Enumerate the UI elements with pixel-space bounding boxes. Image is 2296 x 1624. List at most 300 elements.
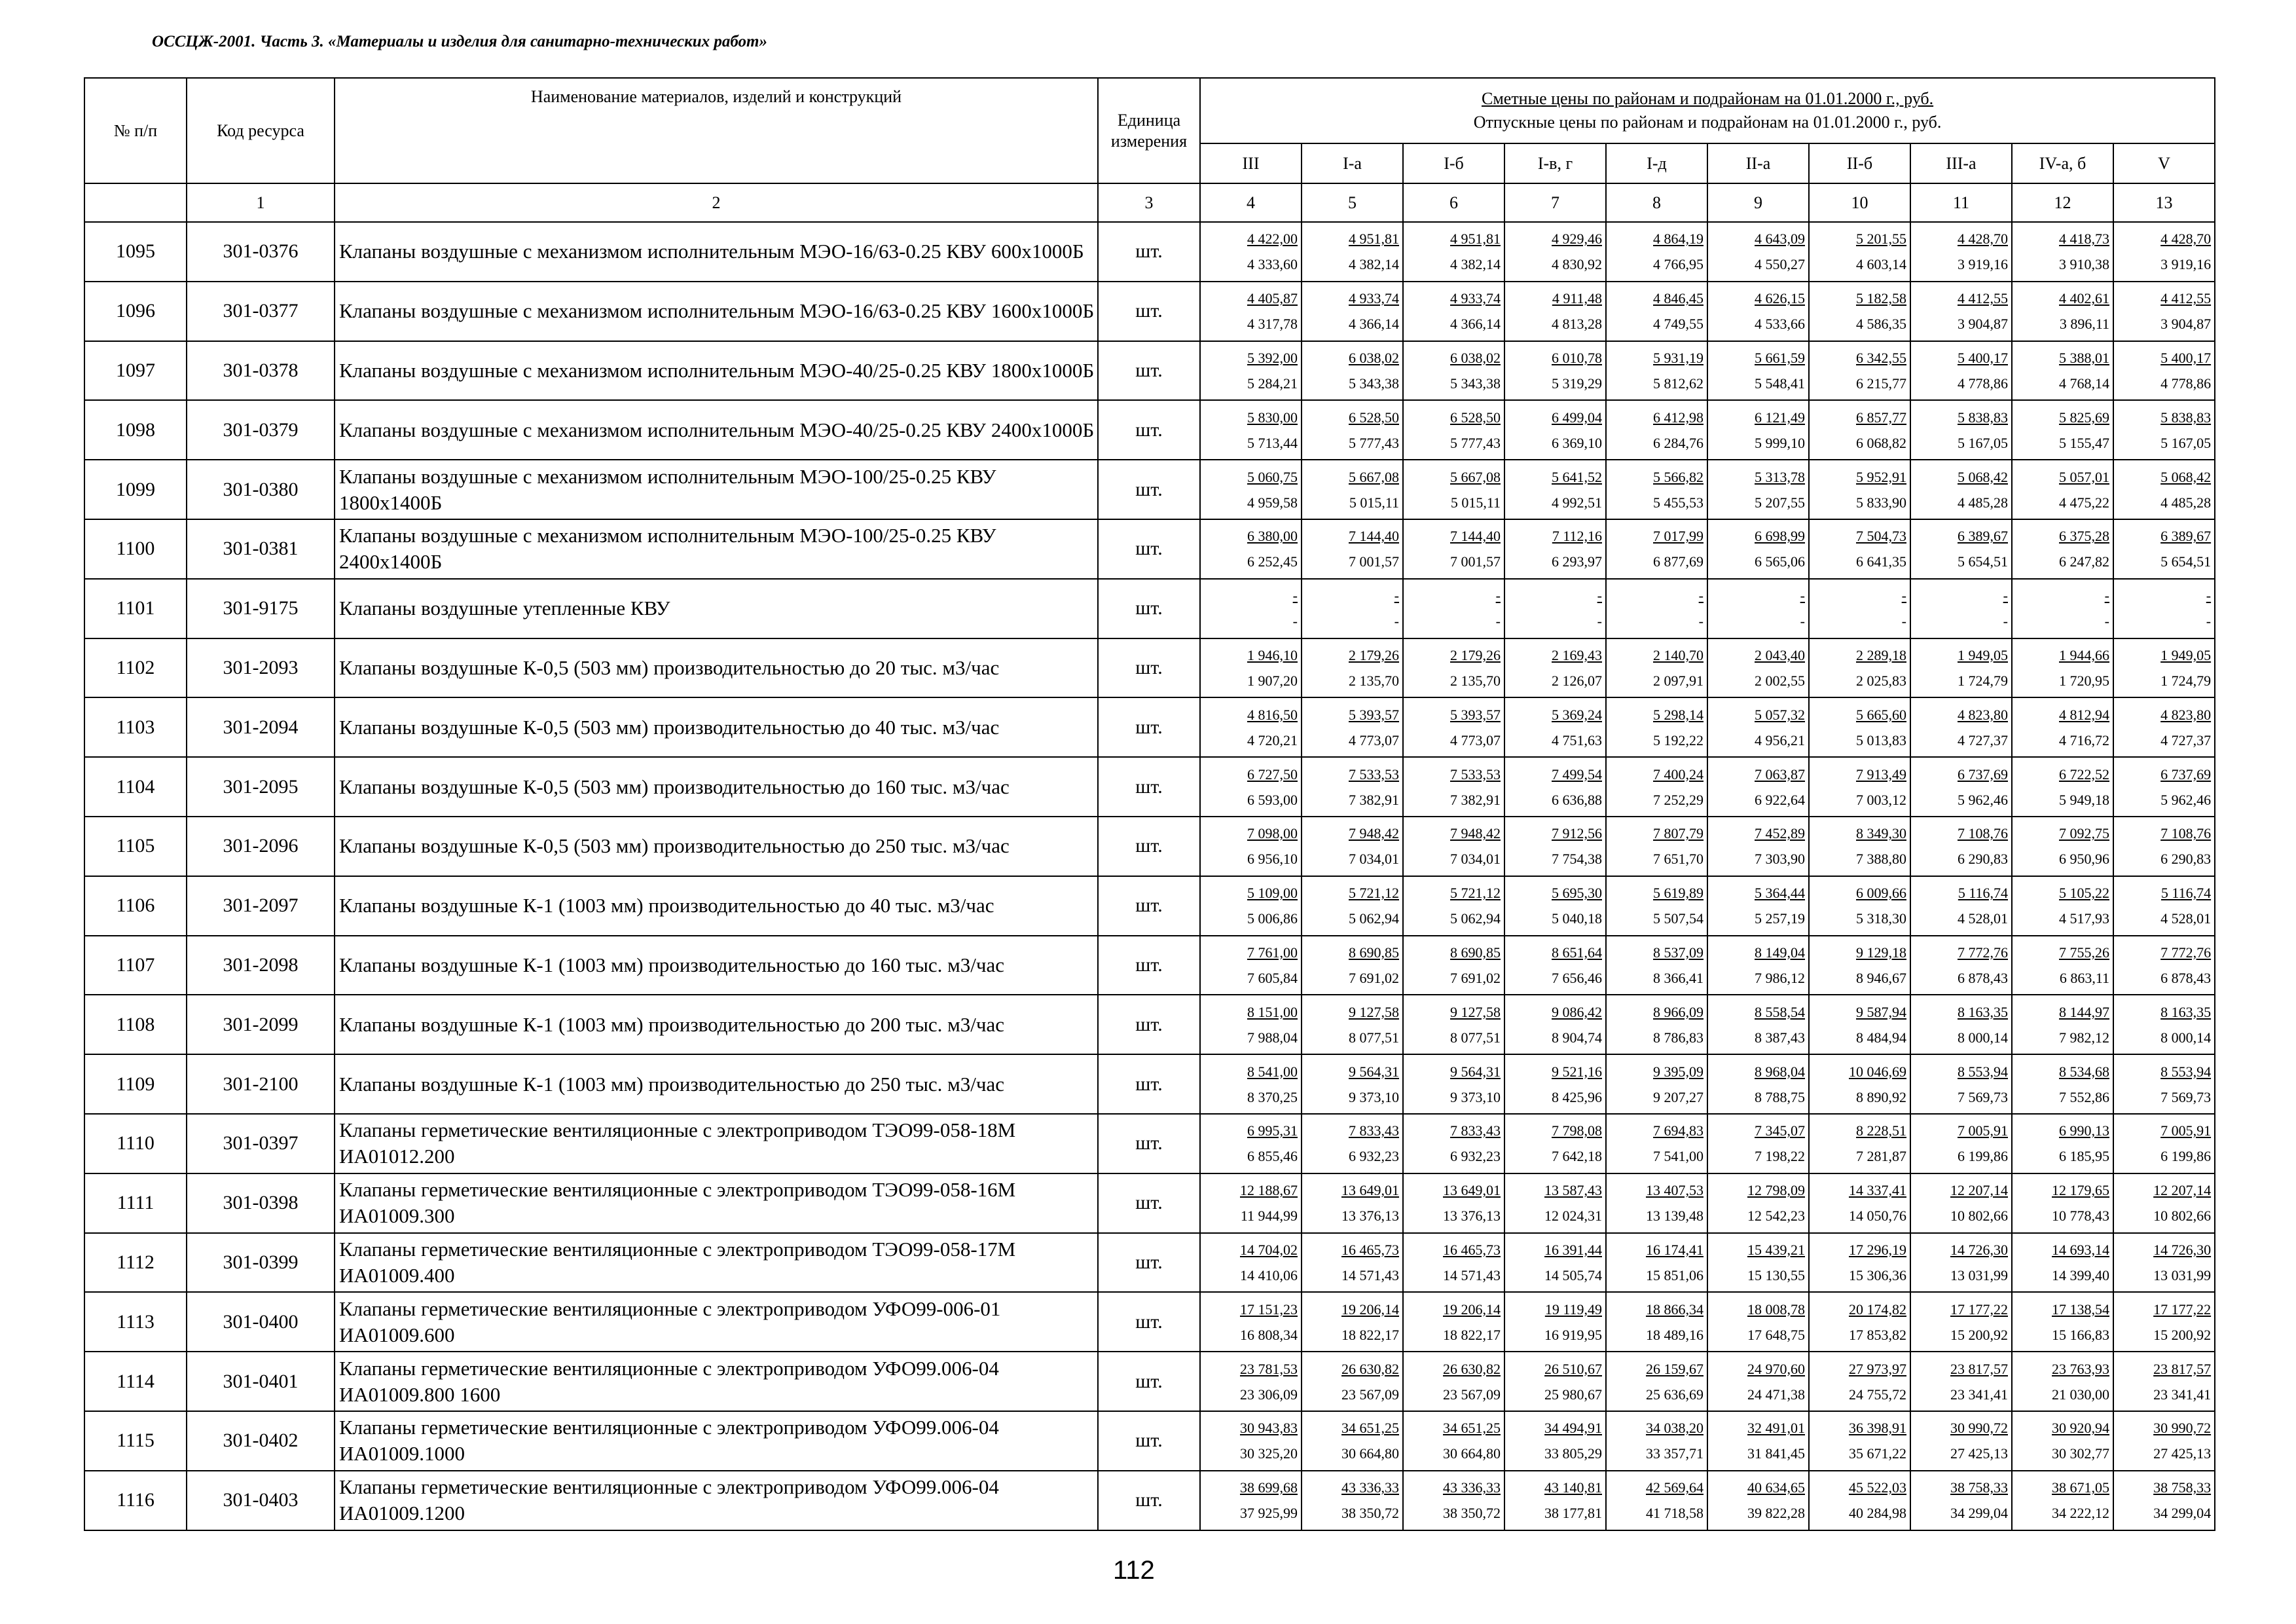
column-number: 13 (2113, 183, 2215, 222)
resource-code: 301-2096 (187, 817, 335, 876)
price-cell (1910, 519, 2012, 579)
unit-cell: шт. (1098, 876, 1200, 936)
estimate-price: 7 108,76 (1958, 825, 2008, 842)
estimate-price: 6 698,99 (1755, 528, 1805, 545)
price-cell (1200, 638, 1302, 698)
row-number: 1097 (84, 341, 187, 401)
estimate-price: - (1901, 587, 1906, 604)
material-name: Клапаны воздушные К-1 (1003 мм) производительностью до 200 тыс. м3/час (335, 995, 1098, 1054)
release-price: 13 139,48 (1646, 1208, 1704, 1225)
estimate-price: 7 755,26 (2059, 944, 2109, 961)
release-price: 4 586,35 (1856, 316, 1906, 333)
release-price: 4 751,63 (1552, 731, 1602, 748)
release-price: 5 015,11 (1450, 494, 1501, 511)
release-price: 4 528,01 (1958, 910, 2008, 927)
estimate-price: 4 933,74 (1450, 290, 1501, 307)
estimate-price: 5 721,12 (1349, 885, 1399, 902)
estimate-price: 4 428,70 (1958, 231, 2008, 248)
price-cell (1200, 579, 1302, 638)
estimate-price: 6 499,04 (1552, 409, 1602, 426)
estimate-price: - (1698, 587, 1704, 604)
estimate-price: 4 911,48 (1552, 290, 1602, 307)
price-cell (1809, 995, 1910, 1054)
estimate-price: 5 825,69 (2059, 409, 2109, 426)
price-cell (2012, 579, 2113, 638)
estimate-price: 9 521,16 (1552, 1063, 1602, 1080)
material-name: Клапаны воздушные К-0,5 (503 мм) производительностью до 40 тыс. м3/час (335, 697, 1098, 757)
estimate-price: 7 063,87 (1755, 766, 1805, 783)
release-price: 4 366,14 (1349, 316, 1399, 333)
column-number: 12 (2012, 183, 2113, 222)
region-header: II-а (1707, 143, 1809, 183)
release-price: 6 593,00 (1247, 791, 1298, 808)
estimate-price: 38 758,33 (1950, 1479, 2008, 1496)
estimate-price: - (2104, 587, 2109, 604)
price-cell (1910, 876, 2012, 936)
release-price: 5 006,86 (1247, 910, 1298, 927)
release-price: 8 786,83 (1653, 1029, 1704, 1046)
price-cell (1809, 282, 1910, 341)
release-price: 4 550,27 (1755, 256, 1805, 273)
estimate-price: 5 298,14 (1653, 706, 1704, 723)
estimate-price: 14 337,41 (1849, 1182, 1906, 1199)
estimate-price: 6 342,55 (1856, 349, 1906, 366)
estimate-price: 7 092,75 (2059, 825, 2109, 842)
estimate-price: 12 798,09 (1747, 1182, 1805, 1199)
estimate-price: 13 649,01 (1443, 1182, 1501, 1199)
estimate-price: 9 129,18 (1856, 944, 1906, 961)
release-price: 4 533,66 (1755, 316, 1805, 333)
release-price: 40 284,98 (1849, 1505, 1906, 1522)
release-price: 5 167,05 (1958, 434, 2008, 451)
price-cell (1200, 1233, 1302, 1293)
resource-code: 301-2099 (187, 995, 335, 1054)
price-cell (1606, 1352, 1707, 1411)
table-row (84, 1054, 2215, 1114)
price-cell (1302, 400, 1403, 460)
price-cell (2113, 757, 2215, 817)
resource-code: 301-0398 (187, 1173, 335, 1233)
resource-code: 301-0400 (187, 1292, 335, 1352)
estimate-price: 6 380,00 (1247, 528, 1298, 545)
estimate-price: 27 973,97 (1849, 1360, 1906, 1377)
release-price: 7 651,70 (1653, 851, 1704, 868)
row-number: 1116 (84, 1471, 187, 1530)
row-number: 1115 (84, 1411, 187, 1471)
price-cell (1910, 1292, 2012, 1352)
release-price: 8 077,51 (1450, 1029, 1501, 1046)
estimate-price: 5 838,83 (1958, 409, 2008, 426)
release-price: 6 922,64 (1755, 791, 1805, 808)
price-cell (1504, 1292, 1606, 1352)
price-cell (1504, 400, 1606, 460)
price-cell (1403, 757, 1504, 817)
release-price: 23 567,09 (1341, 1386, 1399, 1403)
release-price: 21 030,00 (2052, 1386, 2109, 1403)
release-price: 38 350,72 (1341, 1505, 1399, 1522)
release-price: 7 656,46 (1552, 969, 1602, 986)
release-price: 7 569,73 (2160, 1088, 2212, 1105)
price-cell (1403, 400, 1504, 460)
estimate-price: 5 641,52 (1552, 468, 1602, 485)
estimate-price: 5 400,17 (2160, 349, 2212, 366)
price-cell (1200, 1173, 1302, 1233)
price-cell (1910, 1471, 2012, 1530)
material-name: Клапаны воздушные К-1 (1003 мм) производительностью до 40 тыс. м3/час (335, 876, 1098, 936)
release-price: 5 040,18 (1552, 910, 1602, 927)
release-price: 4 778,86 (2160, 375, 2212, 392)
release-price: 4 517,93 (2059, 910, 2109, 927)
estimate-price: 4 933,74 (1349, 290, 1399, 307)
estimate-price: 6 009,66 (1856, 885, 1906, 902)
price-cell (2113, 697, 2215, 757)
price-cell (1504, 757, 1606, 817)
price-cell (1910, 995, 2012, 1054)
region-header: IV-а, б (2012, 143, 2113, 183)
material-name: Клапаны воздушные с механизмом исполнительным МЭО-100/25-0.25 КВУ 1800x1400Б (335, 460, 1098, 519)
release-price: 5 343,38 (1349, 375, 1399, 392)
price-cell (2113, 638, 2215, 698)
estimate-price: 7 833,43 (1450, 1122, 1501, 1139)
unit-cell: шт. (1098, 1173, 1200, 1233)
estimate-price: 2 179,26 (1450, 646, 1501, 663)
region-header: I-а (1302, 143, 1403, 183)
price-cell (1200, 341, 1302, 401)
estimate-price: 4 823,80 (1958, 706, 2008, 723)
estimate-price: 9 587,94 (1856, 1003, 1906, 1020)
release-price: 38 177,81 (1544, 1505, 1602, 1522)
resource-code: 301-2097 (187, 876, 335, 936)
estimate-price: 5 068,42 (2160, 468, 2212, 485)
estimate-price: 43 140,81 (1544, 1479, 1602, 1496)
price-cell (1809, 757, 1910, 817)
price-cell (1302, 995, 1403, 1054)
price-cell (1302, 1054, 1403, 1114)
release-price: 6 636,88 (1552, 791, 1602, 808)
material-name: Клапаны воздушные утепленные КВУ (335, 579, 1098, 638)
estimate-price: 2 289,18 (1856, 646, 1906, 663)
estimate-price: 7 144,40 (1450, 528, 1501, 545)
estimate-price: 5 105,22 (2059, 885, 2109, 902)
release-price: 15 306,36 (1849, 1266, 1906, 1283)
price-cell (1707, 460, 1809, 519)
release-price: - (1800, 613, 1805, 630)
estimate-price: 4 951,81 (1450, 231, 1501, 248)
release-price: 6 932,23 (1450, 1148, 1501, 1165)
price-cell (1707, 1173, 1809, 1233)
estimate-price: 2 169,43 (1552, 646, 1602, 663)
price-cell (1707, 995, 1809, 1054)
release-price: 7 388,80 (1856, 851, 1906, 868)
price-cell (2113, 579, 2215, 638)
price-cell (1606, 1292, 1707, 1352)
region-header: V (2113, 143, 2215, 183)
resource-code: 301-0403 (187, 1471, 335, 1530)
price-cell (1606, 936, 1707, 995)
release-price: 35 671,22 (1849, 1445, 1906, 1462)
estimate-price: 34 494,91 (1544, 1420, 1602, 1437)
row-number: 1103 (84, 697, 187, 757)
release-price: - (2104, 613, 2109, 630)
material-name: Клапаны воздушные К-1 (1003 мм) производительностью до 250 тыс. м3/час (335, 1054, 1098, 1114)
estimate-price: 4 412,55 (2160, 290, 2212, 307)
price-cell (1809, 519, 1910, 579)
row-number: 1101 (84, 579, 187, 638)
release-price: 4 727,37 (2160, 731, 2212, 748)
price-cell (1910, 222, 2012, 282)
estimate-price: 9 564,31 (1450, 1063, 1501, 1080)
price-cell (1504, 1471, 1606, 1530)
estimate-price: 6 389,67 (1958, 528, 2008, 545)
estimate-price: 32 491,01 (1747, 1420, 1805, 1437)
estimate-price: 7 833,43 (1349, 1122, 1399, 1139)
release-price: 4 749,55 (1653, 316, 1704, 333)
estimate-price: 7 772,76 (1958, 944, 2008, 961)
price-cell (2012, 519, 2113, 579)
estimate-price: 6 737,69 (1958, 766, 2008, 783)
estimate-price: 18 866,34 (1646, 1301, 1704, 1318)
release-price: 3 904,87 (1958, 316, 2008, 333)
release-price: 13 376,13 (1443, 1208, 1501, 1225)
unit-cell: шт. (1098, 1292, 1200, 1352)
price-cell (1809, 579, 1910, 638)
estimate-price: 5 392,00 (1247, 349, 1298, 366)
estimate-price: 17 151,23 (1240, 1301, 1298, 1318)
estimate-price: 7 912,56 (1552, 825, 1602, 842)
estimate-price: 4 846,45 (1653, 290, 1704, 307)
price-cell (1200, 817, 1302, 876)
price-cell (1606, 222, 1707, 282)
estimate-price: 7 533,53 (1450, 766, 1501, 783)
estimate-price: 17 138,54 (2052, 1301, 2109, 1318)
estimate-price: 7 772,76 (2160, 944, 2212, 961)
column-number: 4 (1200, 183, 1302, 222)
release-price: 6 565,06 (1755, 553, 1805, 570)
release-price: - (1394, 613, 1399, 630)
release-price: 17 648,75 (1747, 1326, 1805, 1343)
price-cell (1809, 1471, 1910, 1530)
estimate-price: 7 005,91 (1958, 1122, 2008, 1139)
release-price: 5 833,90 (1856, 494, 1906, 511)
estimate-price: 8 651,64 (1552, 944, 1602, 961)
estimate-price: 7 913,49 (1856, 766, 1906, 783)
price-cell (1910, 757, 2012, 817)
release-price: 8 890,92 (1856, 1088, 1906, 1105)
price-cell (2113, 1173, 2215, 1233)
row-number: 1110 (84, 1114, 187, 1173)
column-number: 7 (1504, 183, 1606, 222)
estimate-price: 9 086,42 (1552, 1003, 1602, 1020)
release-price: 6 878,43 (2160, 969, 2212, 986)
table-row (84, 519, 2215, 579)
price-cell (1809, 1054, 1910, 1114)
material-name: Клапаны воздушные К-0,5 (503 мм) производительностью до 250 тыс. м3/час (335, 817, 1098, 876)
material-name: Клапаны воздушные К-1 (1003 мм) производительностью до 160 тыс. м3/час (335, 936, 1098, 995)
table-row (84, 282, 2215, 341)
release-price: 4 956,21 (1755, 731, 1805, 748)
material-name: Клапаны воздушные с механизмом исполнительным МЭО-100/25-0.25 КВУ 2400x1400Б (335, 519, 1098, 579)
estimate-price: 5 931,19 (1653, 349, 1704, 366)
price-cell (2012, 697, 2113, 757)
material-name: Клапаны воздушные с механизмом исполнительным МЭО-40/25-0.25 КВУ 1800x1000Б (335, 341, 1098, 401)
release-price: 27 425,13 (1950, 1445, 2008, 1462)
price-cell (2113, 1292, 2215, 1352)
material-name: Клапаны герметические вентиляционные с электроприводом ТЭО99-058-18М ИА01012.200 (335, 1114, 1098, 1173)
price-cell (1809, 1292, 1910, 1352)
estimate-price: - (2206, 587, 2212, 604)
release-price: 6 068,82 (1856, 434, 1906, 451)
estimate-price: 6 737,69 (2160, 766, 2212, 783)
estimate-price: 5 838,83 (2160, 409, 2212, 426)
price-cell (1504, 697, 1606, 757)
estimate-price: - (1597, 587, 1602, 604)
release-price: 8 946,67 (1856, 969, 1906, 986)
release-price: 6 641,35 (1856, 553, 1906, 570)
release-price: 30 325,20 (1240, 1445, 1298, 1462)
estimate-price: 4 405,87 (1247, 290, 1298, 307)
material-name: Клапаны воздушные с механизмом исполнительным МЭО-16/63-0.25 КВУ 1600x1000Б (335, 282, 1098, 341)
unit-cell: шт. (1098, 1114, 1200, 1173)
unit-cell: шт. (1098, 1411, 1200, 1471)
table-row (84, 936, 2215, 995)
estimate-price: 8 144,97 (2059, 1003, 2109, 1020)
price-cell (1504, 1054, 1606, 1114)
release-price: 3 896,11 (2059, 316, 2109, 333)
release-price: 1 724,79 (2160, 672, 2212, 689)
estimate-price: 4 418,73 (2059, 231, 2109, 248)
price-cell (1504, 1411, 1606, 1471)
resource-code: 301-0381 (187, 519, 335, 579)
price-cell (2113, 460, 2215, 519)
price-cell (1403, 1471, 1504, 1530)
release-price: 9 207,27 (1653, 1088, 1704, 1105)
price-cell (2012, 757, 2113, 817)
price-cell (1302, 1471, 1403, 1530)
estimate-price: 23 817,57 (2153, 1360, 2212, 1377)
estimate-price: 7 533,53 (1349, 766, 1399, 783)
release-price: 15 200,92 (2153, 1326, 2212, 1343)
column-number: 2 (335, 183, 1098, 222)
price-cell (2012, 1292, 2113, 1352)
release-price: 30 302,77 (2052, 1445, 2109, 1462)
resource-code: 301-2095 (187, 757, 335, 817)
release-price: 4 333,60 (1247, 256, 1298, 273)
header-num: № п/п (84, 78, 187, 183)
release-price: 7 034,01 (1349, 851, 1399, 868)
price-cell (1606, 1114, 1707, 1173)
column-number: 11 (1910, 183, 2012, 222)
estimate-price: 40 634,65 (1747, 1479, 1805, 1496)
release-price: 12 024,31 (1544, 1208, 1602, 1225)
release-price: 7 303,90 (1755, 851, 1805, 868)
price-cell (2113, 1054, 2215, 1114)
release-price: 9 373,10 (1349, 1088, 1399, 1105)
release-price: 7 252,29 (1653, 791, 1704, 808)
release-price: 8 484,94 (1856, 1029, 1906, 1046)
estimate-price: 7 400,24 (1653, 766, 1704, 783)
price-cell (1606, 1471, 1707, 1530)
release-price: 13 376,13 (1341, 1208, 1399, 1225)
unit-cell: шт. (1098, 936, 1200, 995)
estimate-price: 30 990,72 (1950, 1420, 2008, 1437)
price-cell (1809, 1352, 1910, 1411)
price-cell (1910, 936, 2012, 995)
price-cell (1302, 817, 1403, 876)
estimate-price: 5 566,82 (1653, 468, 1704, 485)
price-cell (2113, 936, 2215, 995)
estimate-price: 13 649,01 (1341, 1182, 1399, 1199)
unit-cell: шт. (1098, 1471, 1200, 1530)
unit-cell: шт. (1098, 282, 1200, 341)
release-price: 5 654,51 (2160, 553, 2212, 570)
estimate-price: 5 060,75 (1247, 468, 1298, 485)
estimate-price: 9 127,58 (1450, 1003, 1501, 1020)
price-cell (1403, 936, 1504, 995)
release-price: 25 980,67 (1544, 1386, 1602, 1403)
price-cell (1606, 1411, 1707, 1471)
release-price: 4 992,51 (1552, 494, 1602, 511)
release-price: - (1597, 613, 1602, 630)
release-price: 5 962,46 (1958, 791, 2008, 808)
price-cell (2012, 1054, 2113, 1114)
estimate-price: 7 452,89 (1755, 825, 1805, 842)
release-price: 2 097,91 (1653, 672, 1704, 689)
row-number: 1114 (84, 1352, 187, 1411)
price-cell (1606, 1173, 1707, 1233)
estimate-price: 5 695,30 (1552, 885, 1602, 902)
material-name: Клапаны герметические вентиляционные с электроприводом УФО99.006-04 ИА01009.800 1600 (335, 1352, 1098, 1411)
release-price: 7 541,00 (1653, 1148, 1704, 1165)
price-cell (1200, 222, 1302, 282)
price-cell (1707, 341, 1809, 401)
estimate-price: 9 395,09 (1653, 1063, 1704, 1080)
release-price: 3 904,87 (2160, 316, 2212, 333)
release-price: 6 932,23 (1349, 1148, 1399, 1165)
release-price: 2 025,83 (1856, 672, 1906, 689)
price-cell (1809, 222, 1910, 282)
estimate-price: 4 402,61 (2059, 290, 2109, 307)
estimate-price: 38 671,05 (2052, 1479, 2109, 1496)
unit-cell: шт. (1098, 638, 1200, 698)
estimate-price: 43 336,33 (1443, 1479, 1501, 1496)
release-price: 15 130,55 (1747, 1266, 1805, 1283)
estimate-price: - (1495, 587, 1501, 604)
release-price: 4 959,58 (1247, 494, 1298, 511)
estimate-price: - (1394, 587, 1399, 604)
price-cell (1302, 282, 1403, 341)
release-price: 4 382,14 (1349, 256, 1399, 273)
estimate-price: 5 393,57 (1450, 706, 1501, 723)
release-price: 6 215,77 (1856, 375, 1906, 392)
estimate-price: 30 943,83 (1240, 1420, 1298, 1437)
estimate-price: 7 694,83 (1653, 1122, 1704, 1139)
price-cell (1707, 579, 1809, 638)
price-cell (1910, 579, 2012, 638)
estimate-price: 26 630,82 (1341, 1360, 1399, 1377)
estimate-price: 5 369,24 (1552, 706, 1602, 723)
price-cell (1606, 282, 1707, 341)
release-price: 15 851,06 (1646, 1266, 1704, 1283)
release-price: 4 528,01 (2160, 910, 2212, 927)
release-price: 6 252,45 (1247, 553, 1298, 570)
price-cell (1707, 222, 1809, 282)
estimate-price: 12 188,67 (1240, 1182, 1298, 1199)
release-price: 8 904,74 (1552, 1029, 1602, 1046)
price-cell (1606, 341, 1707, 401)
estimate-price: - (1800, 587, 1805, 604)
price-cell (2113, 1352, 2215, 1411)
estimate-price: 7 499,54 (1552, 766, 1602, 783)
